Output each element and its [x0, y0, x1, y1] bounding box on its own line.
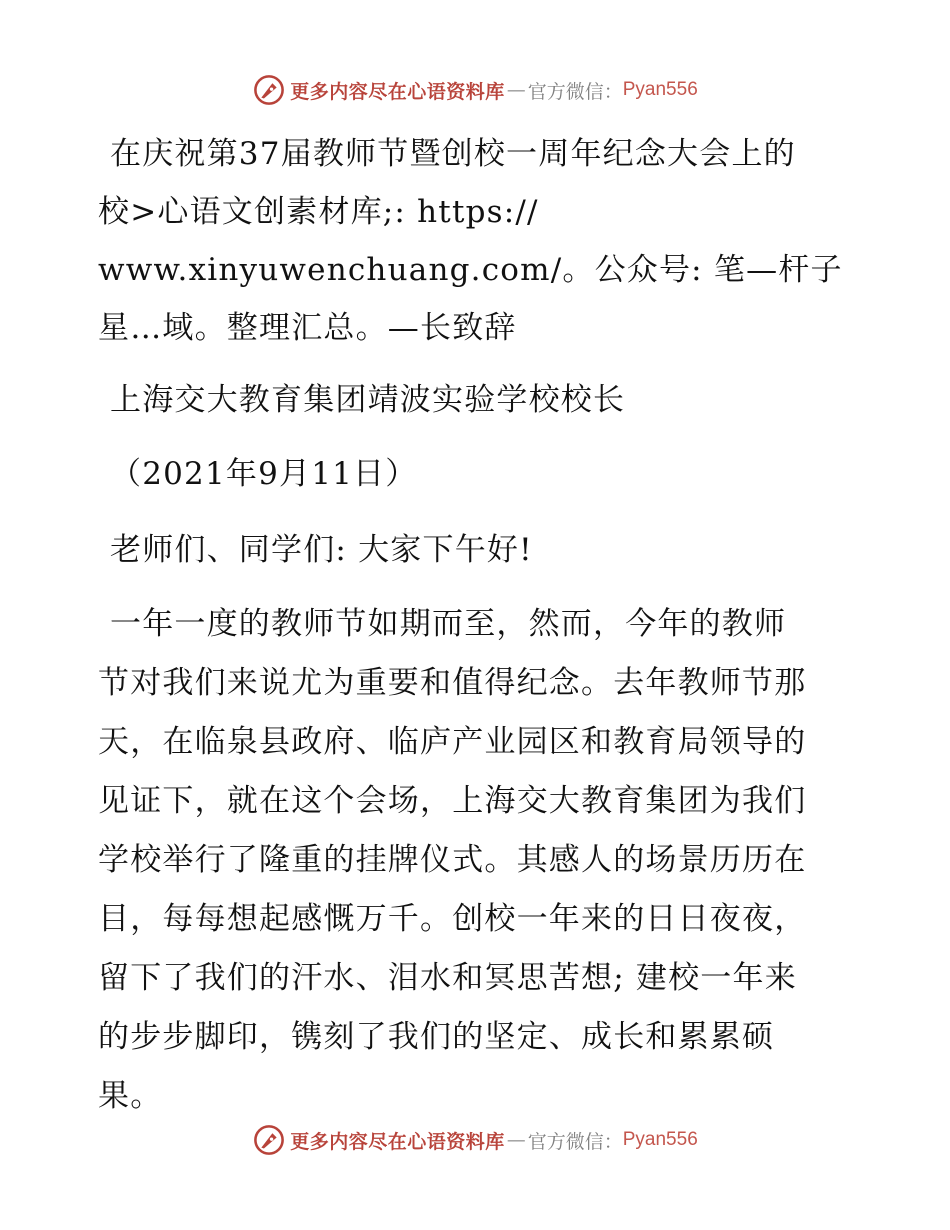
paragraph-line: 果。	[98, 1078, 163, 1114]
paragraph-line: 节对我们来说尤为重要和值得纪念。去年教师节那	[98, 665, 807, 701]
paragraph-line: 留下了我们的汗水、泪水和冥思苦想; 建校一年来	[98, 960, 797, 996]
title-line-3: www.xinyuwenchuang.com/。公众号: 笔—杆子	[98, 252, 843, 288]
pen-nib-icon	[252, 73, 286, 107]
banner-text: 更多内容尽在心语资料库	[290, 80, 505, 103]
paragraph-line: 一年一度的教师节如期而至，然而，今年的教师	[110, 606, 787, 642]
banner-wechat-id: Pyan556	[622, 79, 698, 100]
banner-separator: —	[506, 79, 526, 101]
title-line-2: 校>心语文创素材库;: https://	[98, 194, 539, 230]
title-line-4: 星…域。整理汇总。—长致辞	[98, 310, 517, 346]
footer-banner	[0, 1120, 950, 1160]
banner-separator: —	[506, 1129, 526, 1151]
author-line: 上海交大教育集团靖波实验学校校长	[110, 382, 626, 418]
pen-nib-icon	[252, 1123, 286, 1157]
title-line-1: 在庆祝第37届教师节暨创校一周年纪念大会上的	[110, 136, 796, 172]
date-line: （2021年9月11日）	[110, 456, 418, 492]
banner-wechat-label: 官方微信：	[527, 1130, 623, 1153]
salutation-line: 老师们、同学们: 大家下午好!	[110, 532, 533, 568]
paragraph-line: 见证下，就在这个会场，上海交大教育集团为我们	[98, 783, 807, 819]
banner-text: 更多内容尽在心语资料库	[290, 1130, 505, 1153]
banner-wechat-label: 官方微信：	[527, 80, 623, 103]
header-banner	[0, 70, 950, 110]
banner-wechat-id: Pyan556	[622, 1129, 698, 1150]
paragraph-line: 目，每每想起感慨万千。创校一年来的日日夜夜，	[98, 901, 807, 937]
paragraph-line: 天，在临泉县政府、临庐产业园区和教育局领导的	[98, 724, 807, 760]
paragraph-line: 的步步脚印，镌刻了我们的坚定、成长和累累硕	[98, 1019, 775, 1055]
paragraph-line: 学校举行了隆重的挂牌仪式。其感人的场景历历在	[98, 842, 807, 878]
